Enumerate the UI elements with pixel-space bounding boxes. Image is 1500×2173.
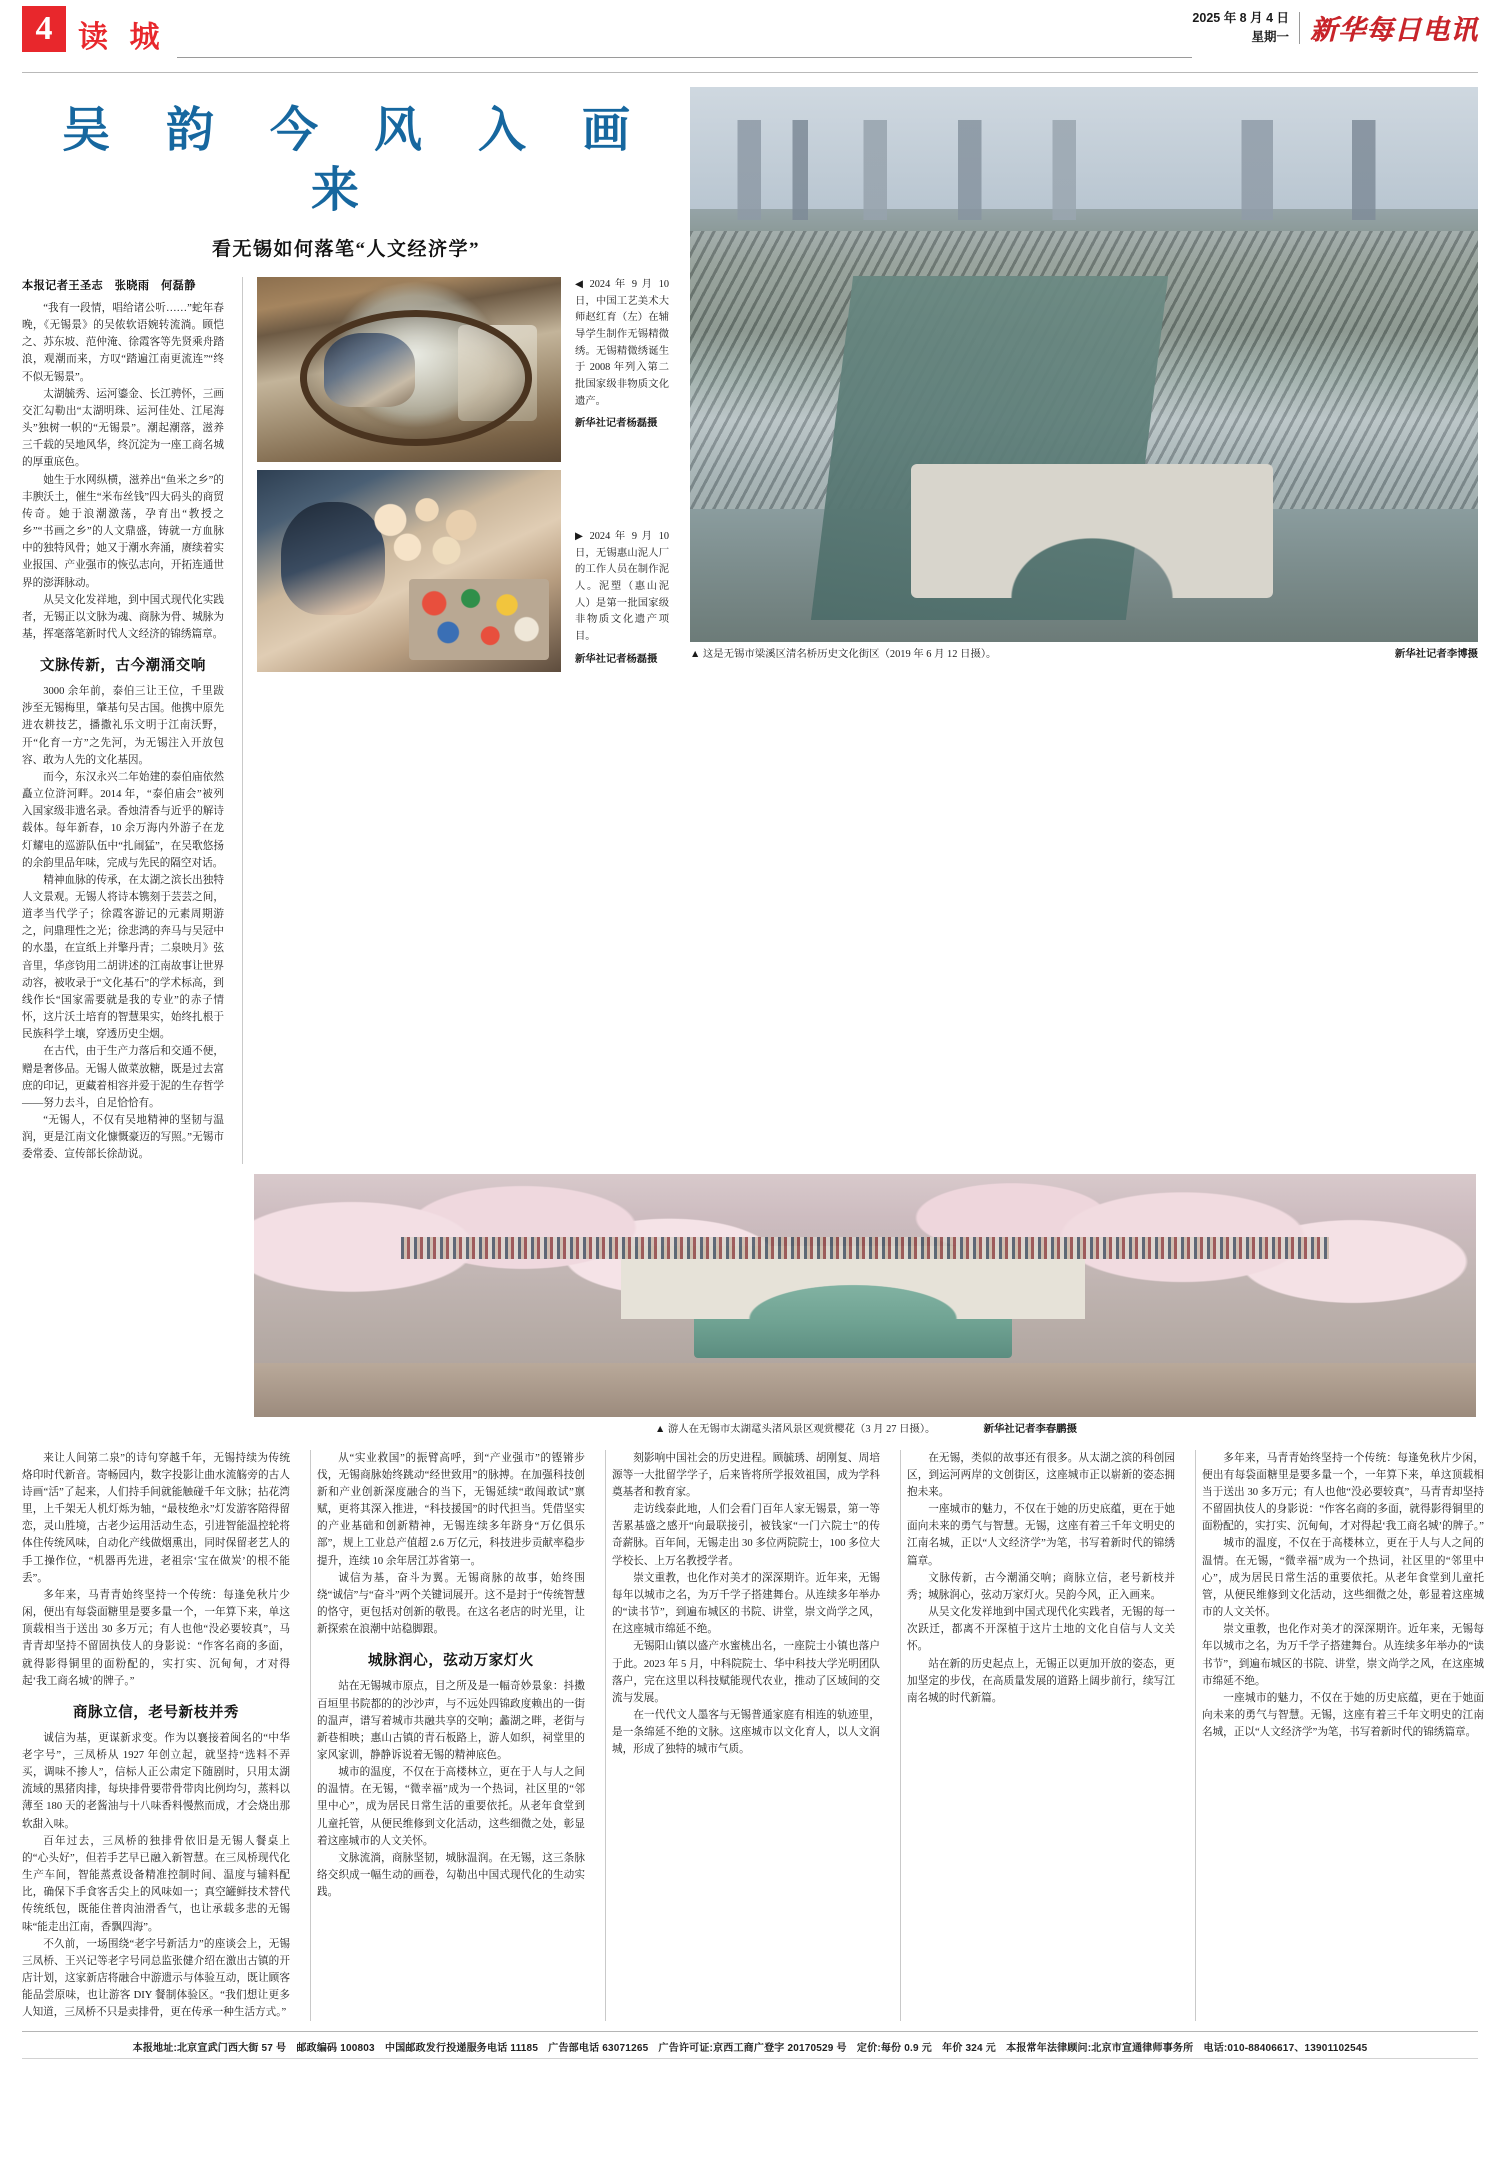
lead-paragraph: 她生于水网纵横，滋养出“鱼米之乡”的丰腴沃土，催生“米布丝钱”四大码头的商贸传奇。她于浪潮激荡，孕育出“教授之乡”“书画之乡”的人文鼎盛，铸就一方血脉中的独特风骨；她又于潮水奔涌，赓续着实业报国、产业强市的恢弘志向，开拓连通世界的澎湃脉动。	[22, 474, 224, 589]
body-paragraph: 崇文重教，也化作对美才的深深期许。近年来，无锡每年以城市之名，为万千学子搭建舞台。从连续多年举办的“读书节”，到遍布城区的书院、讲堂，崇文尚学之风，在这座城市绵延不绝。	[1202, 1624, 1484, 1687]
body-paragraph: 精神血脉的传承，在太湖之滨长出独特人文景观。无锡人将诗本镌刻于芸芸之间，道孝当代学子；徐霞客游记的元素周期游之，问鼎理性之光；徐悲鸿的奔马与吴冠中的水墨，在宣纸上并擎丹青；二泉映月》弦音里，华彦钧用二胡讲述的江南故事让世界动容，被收录于“文化基石”的学术标高，到线作长“国家需要就是我的专业”的赤子情怀，这片沃土培育的智慧果实，始终扎根于民族科学土壤，穿透历史尘烟。	[22, 874, 224, 1041]
body-paragraph: 刻影响中国社会的历史进程。顾毓琇、胡刚复、周培源等一大批留学学子，后来皆将所学报效祖国，成为学科奠基者和教育家。	[612, 1452, 880, 1498]
body-column-4	[907, 1450, 1189, 2022]
clay-figurine-photo	[257, 470, 561, 672]
body-paragraph: 百年过去，三凤桥的独排骨依旧是无锡人餐桌上的“心头好”，但若手艺早已融入新智慧。在三凤桥现代化生产车间，智能蒸煮设备精准控制时间、温度与辅料配比，确保下手食客舌尖上的风味如一；真空罐鲜技术替代传统纸包，既能住普肉油滑香气，也让承载多悲的无锡味“能走出江南，香飘四海”。	[22, 1835, 290, 1933]
paper-logo: 新华每日电讯	[1310, 15, 1478, 45]
column-divider	[310, 1450, 311, 2022]
body-paragraph: 文脉流淌，商脉坚韧，城脉温润。在无锡，这三条脉络交织成一幅生动的画卷，勾勒出中国式现代化的生动实践。	[317, 1852, 585, 1899]
caption-credit: 新华社记者李春鹏摄	[983, 1423, 1077, 1435]
caption-credit: 新华社记者李博摄	[1394, 649, 1478, 660]
photo-crane-shape	[458, 325, 537, 421]
lead-paragraph: 太湖毓秀、运河鎏金、长江骋怀，三画交汇勾勒出“太湖明珠、运河佳处、江尾海头”独树一帜的“无锡景”。潮起潮落，滋养三千载的吴地风华，终沉淀为一座工商名城的厚重底色。	[22, 388, 224, 469]
lead-column	[22, 277, 236, 1164]
body-paragraph: 站在无锡城市原点，目之所及是一幅奇妙景象：抖擞百垣里书院都的的沙沙声，与不远处四锦政度赖出的一街的温声，谱写着城市共融共享的交响；蠡湖之畔，老街与新巷相映；惠山古镇的青石板路上，游人如织，祠堂里的家风家训，静静诉说着无锡的精神底色。	[317, 1681, 585, 1761]
body-paragraph: 诚信为基，奋斗为翼。无锡商脉的故事，始终围绕“诚信”与“奋斗”两个关键词展开。这不是封于“传统智慧的恪守，更包括对创新的敬畏。在这名老店的时光里，让新探索在浪潮中站稳脚跟。	[317, 1572, 585, 1636]
body-paragraph: 城市的温度，不仅在于高楼林立，更在于人与人之间的温情。在无锡，“微幸福”成为一个热词，社区里的“邻里中心”，成为居民日常生活的重要依托。从老年食堂到儿童托管，从便民维修到文化活动，这些细微之处，彰显着这座城市的人文关怀。	[1202, 1538, 1484, 1619]
body-paragraph: 无锡阳山镇以盛产水蜜桃出名，一座院士小镇也落户于此。2023 年 5 月，中科院院士、华中科技大学光明团队落户，完在这里以科技赋能现代农业，推动了区域间的交流与发展。	[612, 1641, 880, 1704]
caption-text: ▲ 这是无锡市梁溪区清名桥历史文化街区（2019 年 6 月 12 日摄）。	[690, 649, 997, 660]
canal-photo-caption	[690, 647, 1478, 663]
page-title: 吴 韵 今 风 入 画 来	[61, 104, 652, 217]
top-right-region	[670, 87, 1478, 1164]
body-paragraph: 不久前，一场围绕“老字号新活力”的座谈会上，无锡三凤桥、王兴记等老字号同总监张健介绍在激出古镇的开店计划，这家新店将融合中游遗示与体验互动，既让顾客能品尝原味，也让游客 DIY 餐制体验区。“我们想让更多人知道，三凤桥不只是卖排骨，更在传承一种生活方式。”	[22, 1938, 290, 2019]
photo-figure-shape	[324, 333, 415, 407]
body-paragraph: 站在新的历史起点上，无锡正以更加开放的姿态，更加坚定的步伐，在高质量发展的道路上阔步前行，续写江南名城的时代新篇。	[907, 1658, 1175, 1704]
caption-text: ◀ 2024 年 9 月 10 日，中国工艺美术大师赵红育（左）在辅导学生制作无锡精微绣。无锡精微绣诞生于 2008 年列入第二批国家级非物质文化遗产。	[575, 279, 669, 407]
caption-text: ▲ 游人在无锡市太湖鼋头渚风景区观赏樱花（3 月 27 日摄）。	[655, 1423, 936, 1435]
photo-walkway-shape	[254, 1363, 1476, 1416]
top-area	[22, 87, 1478, 1164]
section-heading-2: 商脉立信，老号新枝并秀	[72, 1704, 240, 1721]
body-paragraph: 崇文重教，也化作对美才的深深期许。近年来，无锡每年以城市之名，为万千学子搭建舞台。从连续多年举办的“读书节”，到遍布城区的书院、讲堂，崇文尚学之风，在这座城市绵延不绝。	[612, 1572, 880, 1636]
page-number-badge: 4	[22, 6, 66, 52]
lead-paragraph: 从吴文化发祥地，到中国式现代化实践者，无锡正以文脉为魂、商脉为骨、城脉为基，挥毫落笔新时代人文经济的锦绣篇章。	[22, 594, 224, 640]
caption-credit: 新华社记者杨磊摄	[575, 418, 658, 430]
byline: 本报记者王圣志 张晓雨 何磊静	[22, 280, 196, 292]
body-paragraph: 在无锡，类似的故事还有很多。从太湖之滨的科创园区，到运河两岸的文创街区，这座城市正以崭新的姿态拥抱未来。	[907, 1452, 1175, 1498]
sakura-photo-block	[22, 1174, 1478, 1438]
section-heading-1: 文脉传新，古今潮涌交响	[39, 658, 207, 675]
body-paragraph: 而今，东汉永兴二年始建的泰伯庙依然矗立位浒河畔。2014 年，“泰伯庙会”被列入国家级非遗名录。香烛清香与近乎的解诗载体。每年新春，10 余万海内外游子在龙灯耀电的巡游队伍中“扎闹猛”，在吴歌悠扬的余韵里品年味，完成与先民的隔空对话。	[22, 771, 224, 869]
body-paragraph: 多年来，马青青始终坚持一个传统：每逢免秋片少闲，便出有每袋面糖里是要多量一个，一年算下来，单这顶载相当于送出 30 多万元；有人也他“没必要较真”，马青青却坚持不留固执伎人的身影说：“作客名商的多面，就得影得铜里的面粉配的，实打实、沉甸甸，才对得起‘我工商名城’的牌子。”	[1202, 1452, 1484, 1533]
body-column-1	[22, 1450, 304, 2022]
body-paragraph: 在一代代文人墨客与无锡普通家庭有相连的轨迹里，是一条绵延不绝的文脉。这座城市以文化育人，以人文润城，形成了独特的城市气质。	[612, 1709, 880, 1756]
issue-weekday: 星期一	[1251, 29, 1289, 44]
body-paragraph: 多年来，马青青始终坚持一个传统：每逢免秋片少闲，便出有每袋面糖里是要多量一个，一年算下来，单这顶载相当于送出 30 多万元；有人也他“没必要较真”，马青青却坚持不留固执伎人的身影说：“作客名商的多面，就得影得铜里的面粉配的，实打实、沉甸甸，才对得起‘我工商名城’的牌子。”	[22, 1589, 290, 1687]
photo-clay-balls-shape	[366, 486, 488, 571]
footer-bottom-rule	[22, 2058, 1478, 2059]
caption-credit: 新华社记者杨磊摄	[575, 653, 658, 665]
embroidery-workshop-photo	[257, 277, 561, 462]
column-divider	[900, 1450, 901, 2022]
lead-and-photos-row	[22, 277, 670, 1164]
page-subtitle: 看无锡如何落笔“人文经济学”	[211, 239, 480, 260]
photo-skyline-shape	[690, 120, 1478, 220]
masthead-bottom-rule	[22, 72, 1478, 73]
photo-paint-palette-shape	[409, 579, 549, 660]
cherry-blossom-photo	[254, 1174, 1476, 1417]
top-left-region	[22, 87, 670, 1164]
body-paragraph: 从吴文化发祥地到中国式现代化实践者，无锡的每一次跃迁，都离不开深植于这片土地的文化自信与人文关怀。	[907, 1607, 1175, 1653]
body-paragraph: 3000 余年前，泰伯三让王位，千里跋涉至无锡梅里，肇基句吴古国。他携中原先进农耕技艺，播撒礼乐文明于江南沃野，开“化育一方”之先河，为无锡注入开放包容、敢为人先的文化基因。	[22, 686, 224, 766]
photo-captions-column	[569, 277, 669, 1164]
lead-paragraph: “我有一段情，唱给诸公听……”蛇年春晚，《无锡景》的吴侬软语婉转流淌。顾恺之、苏东坡、范仲淹、徐霞客等先贤乘舟踏浪，观潮而来，方叹“踏遍江南更流连”“终不似无锡景”。	[22, 303, 224, 383]
lead-text	[22, 300, 224, 643]
body-column-5	[1202, 1450, 1484, 2022]
footer-info: 本报地址:北京宣武门西大街 57 号 邮政编码 100803 中国邮政发行投递服务电话 11185 广告部电话 63071265 广告许可证:京西工商广登字 20170529 号 定价:每份 0.9 元 年价 324 元 本报常年法律顾问:北京市宣通律师事务所 电话:010-88406617、13901102545	[132, 2043, 1368, 2055]
body-paragraph: 文脉传新，古今潮涌交响；商脉立信，老号新枝并秀；城脉润心，弦动万家灯火。吴韵今风，正入画来。	[907, 1572, 1175, 1601]
masthead-vertical-divider	[1299, 12, 1300, 44]
body-paragraph: 从“实业救国”的振臂高呼，到“产业强市”的铿锵步伐，无锡商脉始终跳动“经世致用”的脉搏。在加强科技创新和产业创新深度融合的当下，无锡延续“敢闯敢试”禀赋，更将其深入推进，“科技援国”的时代担当。凭借坚实的产业基础和创新精神，无锡连续多年跻身“万亿俱乐部”，规上工业总产值超 2.6 万亿元，科技进步贡献率稳步提升，连续 10 余年居江苏省第一。	[317, 1452, 585, 1567]
left-photo-stack	[249, 277, 569, 1164]
photo-visitors-shape	[401, 1237, 1330, 1259]
embroidery-photo-caption	[575, 277, 669, 433]
column-divider	[242, 277, 243, 1164]
issue-date: 2025 年 8 月 4 日	[1192, 11, 1289, 26]
column-divider	[605, 1450, 606, 2022]
caption-text: ▶ 2024 年 9 月 10 日，无锡惠山泥人厂的工作人员在制作泥人。泥塑（惠山泥人）是第一批国家级非物质文化遗产项目。	[575, 531, 669, 643]
canal-aerial-photo	[690, 87, 1478, 642]
body-paragraph: 在古代，由于生产力落后和交通不便，赠是奢侈品。无锡人做菜放糖，既是过去富庶的印记，更藏着相容并爱于泥的生存哲学——努力去斗，自足恰恰有。	[22, 1046, 224, 1109]
issue-date-block	[1192, 9, 1289, 45]
body-column-3	[612, 1450, 894, 2022]
masthead	[22, 0, 1478, 72]
body-paragraph: 城市的温度，不仅在于高楼林立，更在于人与人之间的温情。在无锡，“微幸福”成为一个热词，社区里的“邻里中心”，成为居民日常生活的重要依托。从老年食堂到儿童托管，从便民维修到文化活动，这些细微之处，彰显着这座城市的人文关怀。	[317, 1767, 585, 1847]
masthead-divider-rule	[177, 57, 1193, 58]
body-paragraph: 走访线泰此地，人们会看门百年人家无锡景，第一等苦累基盛之感开“向最联接引，被钱家“一门六院士”的传奇薪脉。百年间，无锡走出 30 多位两院院士，100 多位大学校长、上万名教授学者。	[612, 1504, 880, 1567]
photo-arch-bridge-shape	[911, 464, 1273, 597]
body-paragraph: 一座城市的魅力，不仅在于她的历史底蕴，更在于她面向未来的勇气与智慧。无锡，这座有着三千年文明史的江南名城，正以“人文经济学”为笔，书写着新时代的锦绣篇章。	[1202, 1692, 1484, 1739]
sakura-photo-caption	[254, 1422, 1478, 1438]
column-divider	[1195, 1450, 1196, 2022]
clay-photo-caption	[575, 529, 669, 668]
headline-zone	[22, 87, 670, 261]
section-1-text	[22, 683, 224, 1163]
section-title: 读 城	[78, 21, 167, 54]
body-paragraph: “无锡人，不仅有吴地精神的坚韧与温润，更是江南文化慷慨豪迈的写照。”无锡市委常委、宣传部长徐劼说。	[22, 1115, 224, 1161]
body-paragraph: 诚信为基，更谋新求变。作为以襄接着闽名的“中华老字号”，三凤桥从 1927 年创立起，就坚持“选料不弄买，调味不掺人”，信标人正公肃定下随剧时，只用太湖流域的黑猪肉排，每块排骨要带骨带肉比例均匀，蒸料以薄至 180 天的老酱油与十八味香料慢熬而成，才会烧出那软甜入味。	[22, 1732, 290, 1830]
body-paragraph: 一座城市的魅力，不仅在于她的历史底蕴，更在于她面向未来的勇气与智慧。无锡，这座有着三千年文明史的江南名城，正以“人文经济学”为笔，书写着新时代的锦绣篇章。	[907, 1504, 1175, 1567]
main-body-columns	[22, 1450, 1484, 2022]
masthead-right-group	[1192, 8, 1478, 47]
body-paragraph: 来让人间第二泉”的诗句穿越千年，无锡持续为传统烙印时代新音。寄畅园内，数字投影让曲水流觞旁的古人诗画“活”了起来，人们持手间就能触碰千年文脉；拈花湾里，上千架无人机灯烁为轴，“最枝绝永”灯发游客陪得留恋，灵山胜境，古老少运用活动生态，引进智能温控轮将体住传统风味，自动化产线做烟熏出，同时保留老艺人的手工操作位，“机器再先进，老祖宗‘宝在做炭’的根不能丢”。	[22, 1452, 290, 1584]
section-heading-3: 城脉润心，弦动万家灯火	[367, 1653, 535, 1670]
body-column-2	[317, 1450, 599, 2022]
